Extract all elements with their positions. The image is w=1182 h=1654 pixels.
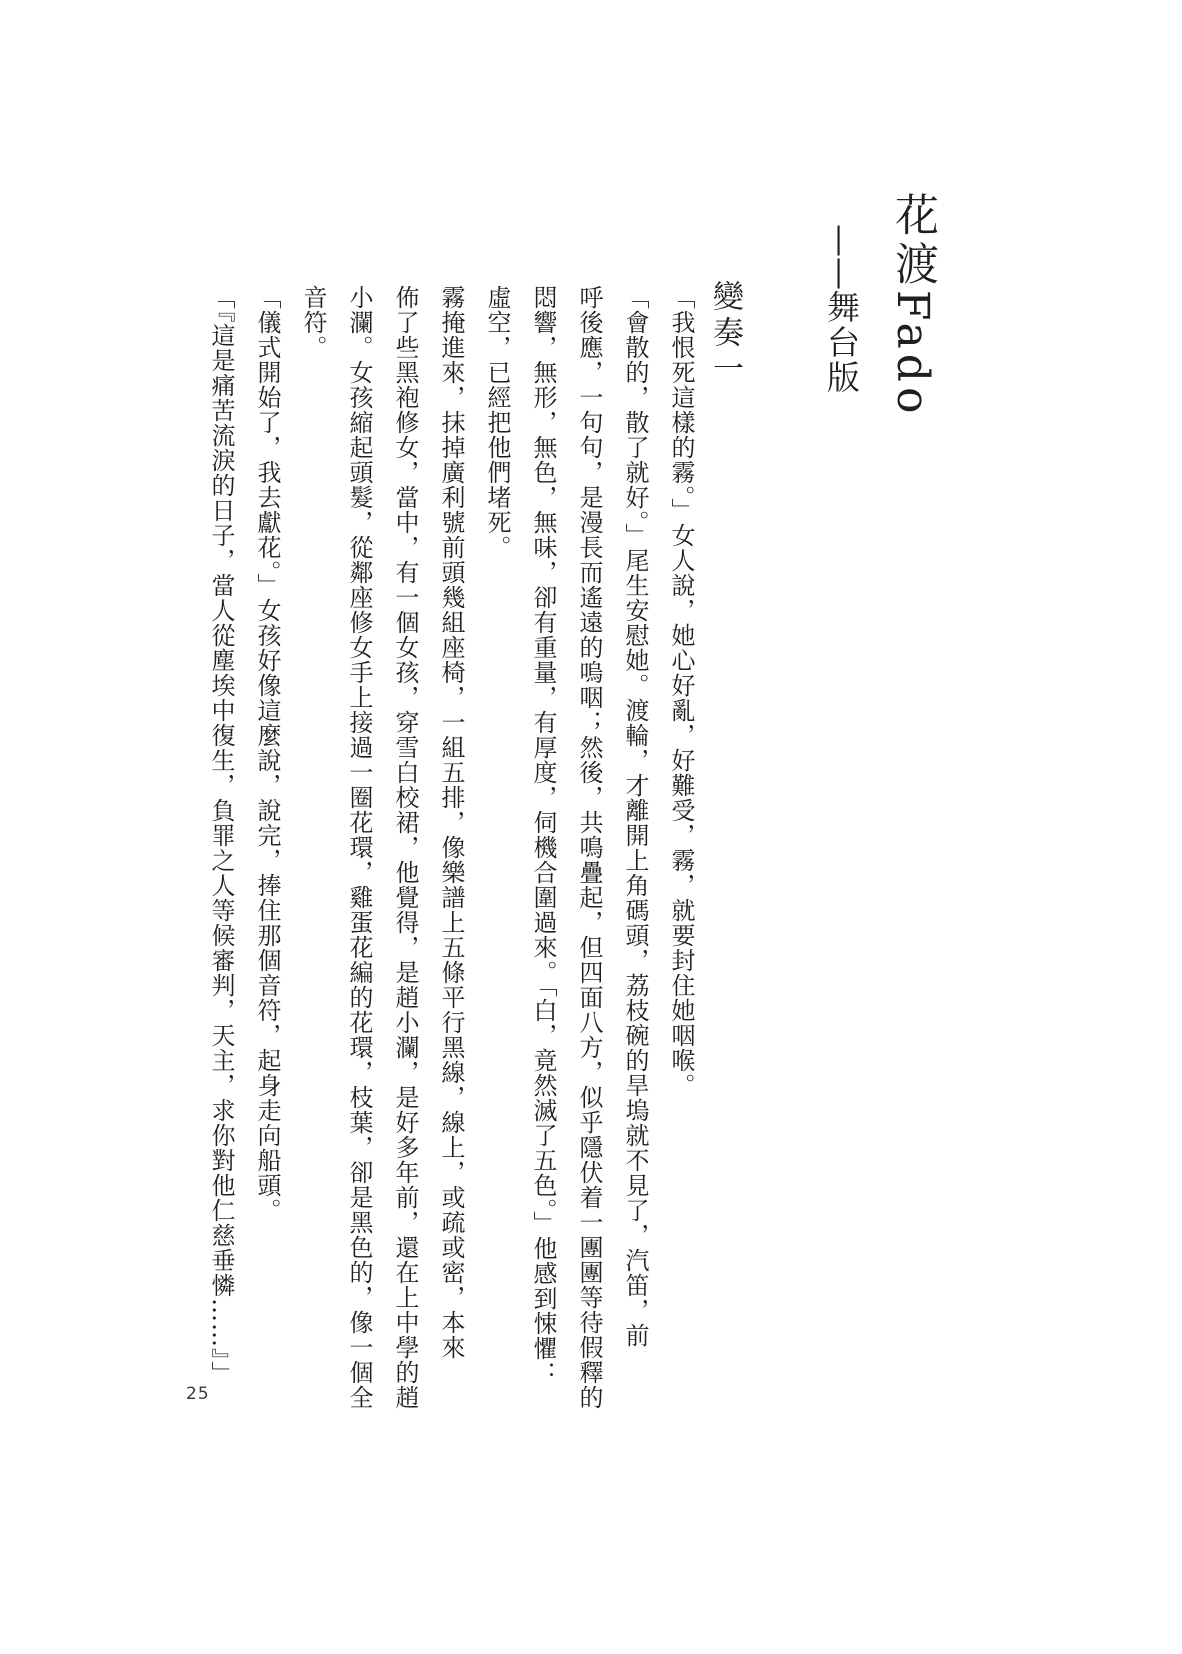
- book-subtitle: [818, 224, 865, 395]
- text-column-11: 「『這是痛苦流淚的日子，當人從塵埃中復生，負罪之人等候審判，天主，求你對他仁慈垂憐……』」: [207, 285, 235, 1386]
- text-column-1: 「我恨死這樣的霧。」女人說，她心好亂，好難受，霧，就要封住她咽喉。: [667, 285, 695, 1098]
- text-column-2: 「會散的，散了就好。」尾生安慰她。渡輪，才離開上角碼頭，荔枝碗的旱塢就不見了，汽笛，前: [621, 285, 649, 1348]
- section-heading: 變奏一: [707, 280, 743, 388]
- text-column-7: 佈了些黑袍修女，當中，有一個女孩，穿雪白校裙，他覺得，是趙小瀾，是好多年前，還在上中學的趙: [391, 285, 419, 1410]
- page-number: 25: [186, 1384, 210, 1404]
- text-column-3: 呼後應，一句句，是漫長而遙遠的嗚咽；然後，共鳴疊起，但四面八方，似乎隱伏着一團團等待假釋的: [575, 285, 603, 1410]
- text-column-8: 小瀾。女孩縮起頭髮，從鄰座修女手上接過一圈花環，雞蛋花編的花環，枝葉，卻是黑色的，像一個全: [345, 285, 373, 1410]
- book-title: 花渡Fado: [887, 192, 938, 419]
- subtitle-dash: ——: [822, 224, 861, 290]
- text-column-6: 霧掩進來，抹掉廣利號前頭幾組座椅，一組五排，像樂譜上五條平行黑線，線上，或疏或密，本來: [437, 285, 465, 1360]
- subtitle-text: 舞台版: [822, 290, 861, 395]
- text-column-5: 虛空，已經把他們堵死。: [483, 285, 511, 560]
- text-column-10: 「儀式開始了，我去獻花。」女孩好像這麼說，說完，捧住那個音符，起身走向船頭。: [253, 285, 281, 1223]
- text-column-4: 悶響，無形，無色，無味，卻有重量，有厚度，伺機合圍過來。「白，竟然滅了五色。」他感到悚懼：: [529, 285, 557, 1386]
- text-column-9: 音符。: [299, 285, 327, 360]
